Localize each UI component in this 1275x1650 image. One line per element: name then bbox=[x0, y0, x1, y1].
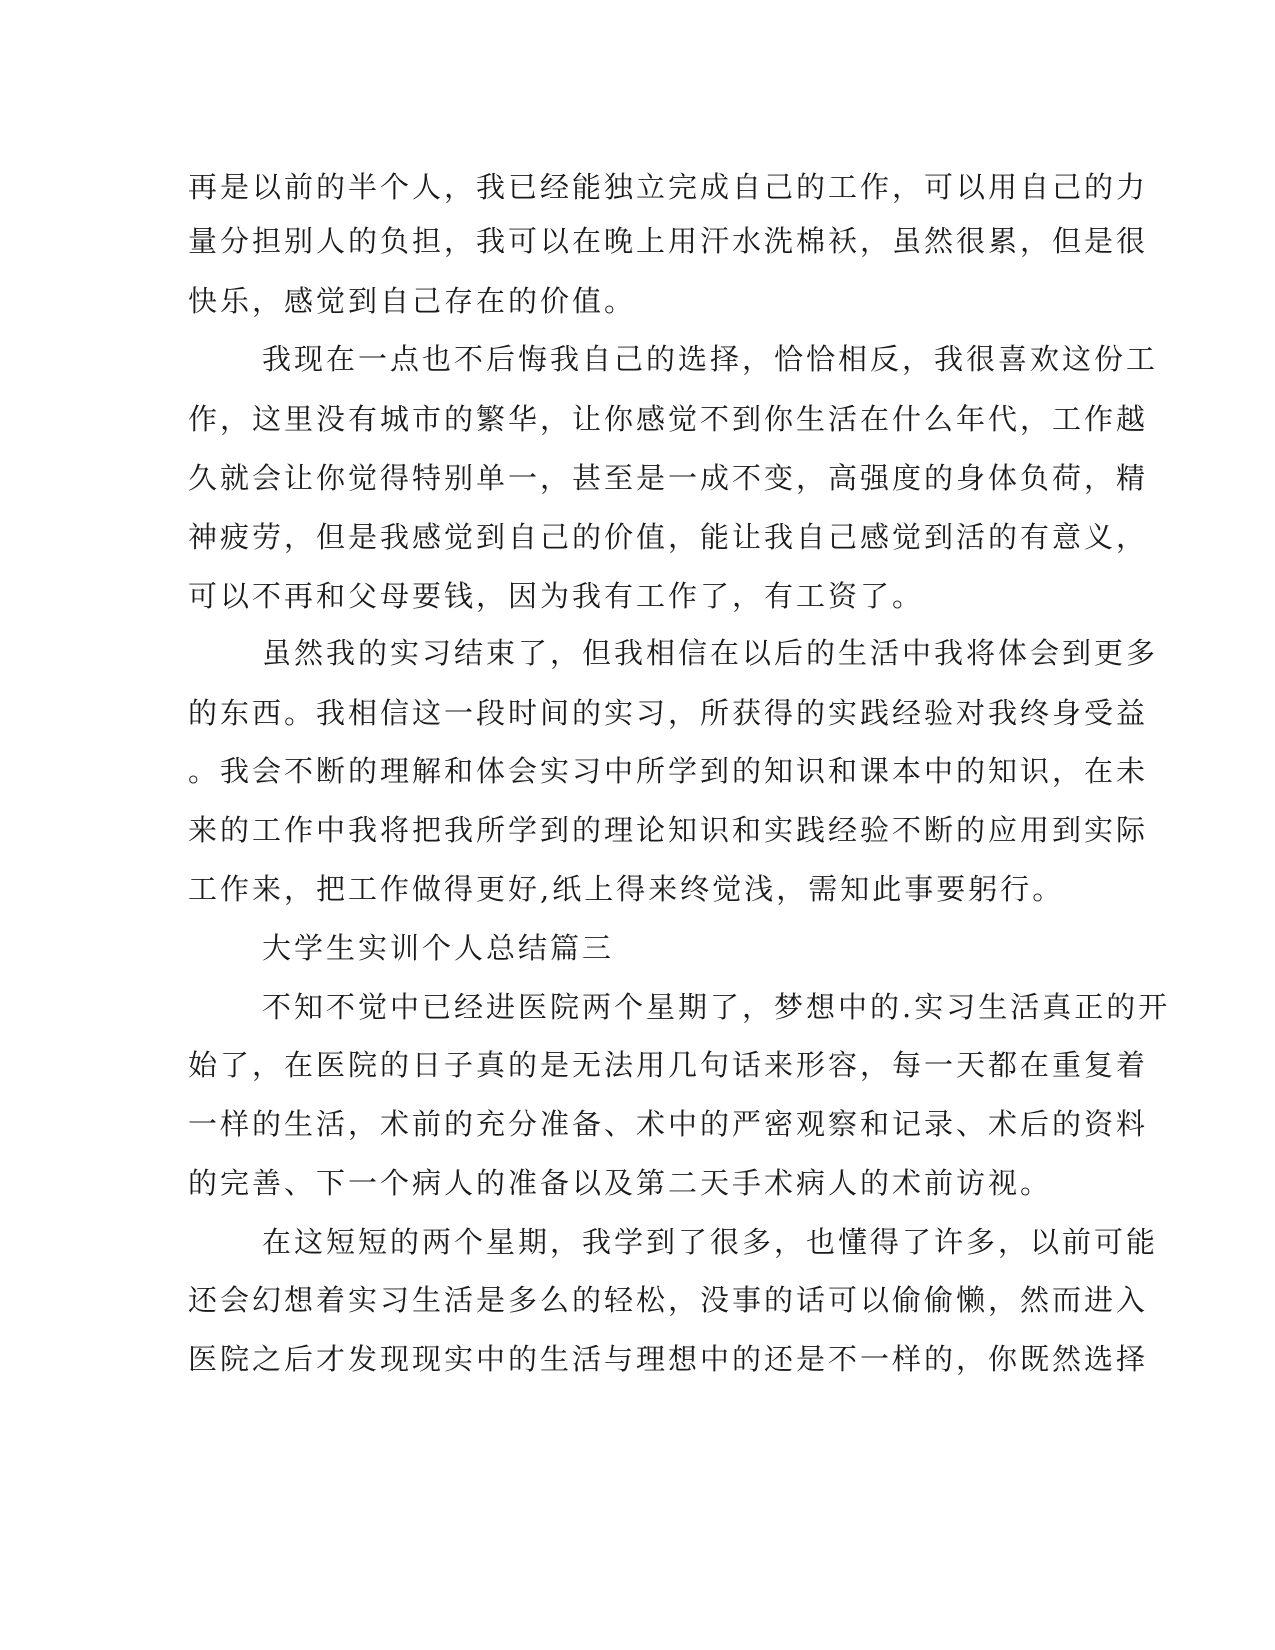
text-line: 神疲劳，但是我感觉到自己的价值，能让我自己感觉到活的有意义， bbox=[188, 520, 1149, 554]
text-line: 还会幻想着实习生活是多么的轻松，没事的话可以偷偷懒，然而进入 bbox=[188, 1283, 1149, 1317]
text-line: 快乐，感觉到自己存在的价值。 bbox=[188, 284, 637, 318]
text-line: 一样的生活，术前的充分准备、术中的严密观察和记录、术后的资料 bbox=[188, 1107, 1149, 1141]
text-line: 的完善、下一个病人的准备以及第二天手术病人的术前访视。 bbox=[188, 1166, 1053, 1200]
text-line: 作，这里没有城市的繁华，让你感觉不到你生活在什么年代，工作越 bbox=[188, 402, 1149, 436]
text-line: 的东西。我相信这一段时间的实习，所获得的实践经验对我终身受益 bbox=[188, 696, 1149, 730]
text-line: 再是以前的半个人，我已经能独立完成自己的工作，可以用自己的力 bbox=[188, 170, 1149, 204]
paragraph-first-line: 在这短短的两个星期，我学到了很多，也懂得了许多，以前可能 bbox=[262, 1225, 1159, 1259]
paragraph-first-line: 不知不觉中已经进医院两个星期了，梦想中的.实习生活真正的开 bbox=[262, 990, 1171, 1024]
text-line: 医院之后才发现现实中的生活与理想中的还是不一样的，你既然选择 bbox=[188, 1342, 1149, 1376]
text-line: 来的工作中我将把我所学到的理论知识和实践经验不断的应用到实际 bbox=[188, 813, 1149, 847]
text-line: 。我会不断的理解和体会实习中所学到的知识和课本中的知识，在未 bbox=[188, 754, 1149, 788]
text-line: 量分担别人的负担，我可以在晚上用汗水洗棉袄，虽然很累，但是很 bbox=[188, 224, 1149, 258]
section-heading: 大学生实训个人总结篇三 bbox=[262, 931, 615, 965]
text-line: 工作来，把工作做得更好,纸上得来终觉浅，需知此事要躬行。 bbox=[188, 872, 1065, 906]
text-line: 始了，在医院的日子真的是无法用几句话来形容，每一天都在重复着 bbox=[188, 1048, 1149, 1082]
text-line: 可以不再和父母要钱，因为我有工作了，有工资了。 bbox=[188, 579, 925, 613]
text-line: 久就会让你觉得特别单一，甚至是一成不变，高强度的身体负荷，精 bbox=[188, 461, 1149, 495]
paragraph-first-line: 我现在一点也不后悔我自己的选择，恰恰相反，我很喜欢这份工 bbox=[262, 342, 1159, 376]
paragraph-first-line: 虽然我的实习结束了，但我相信在以后的生活中我将体会到更多 bbox=[262, 636, 1159, 670]
